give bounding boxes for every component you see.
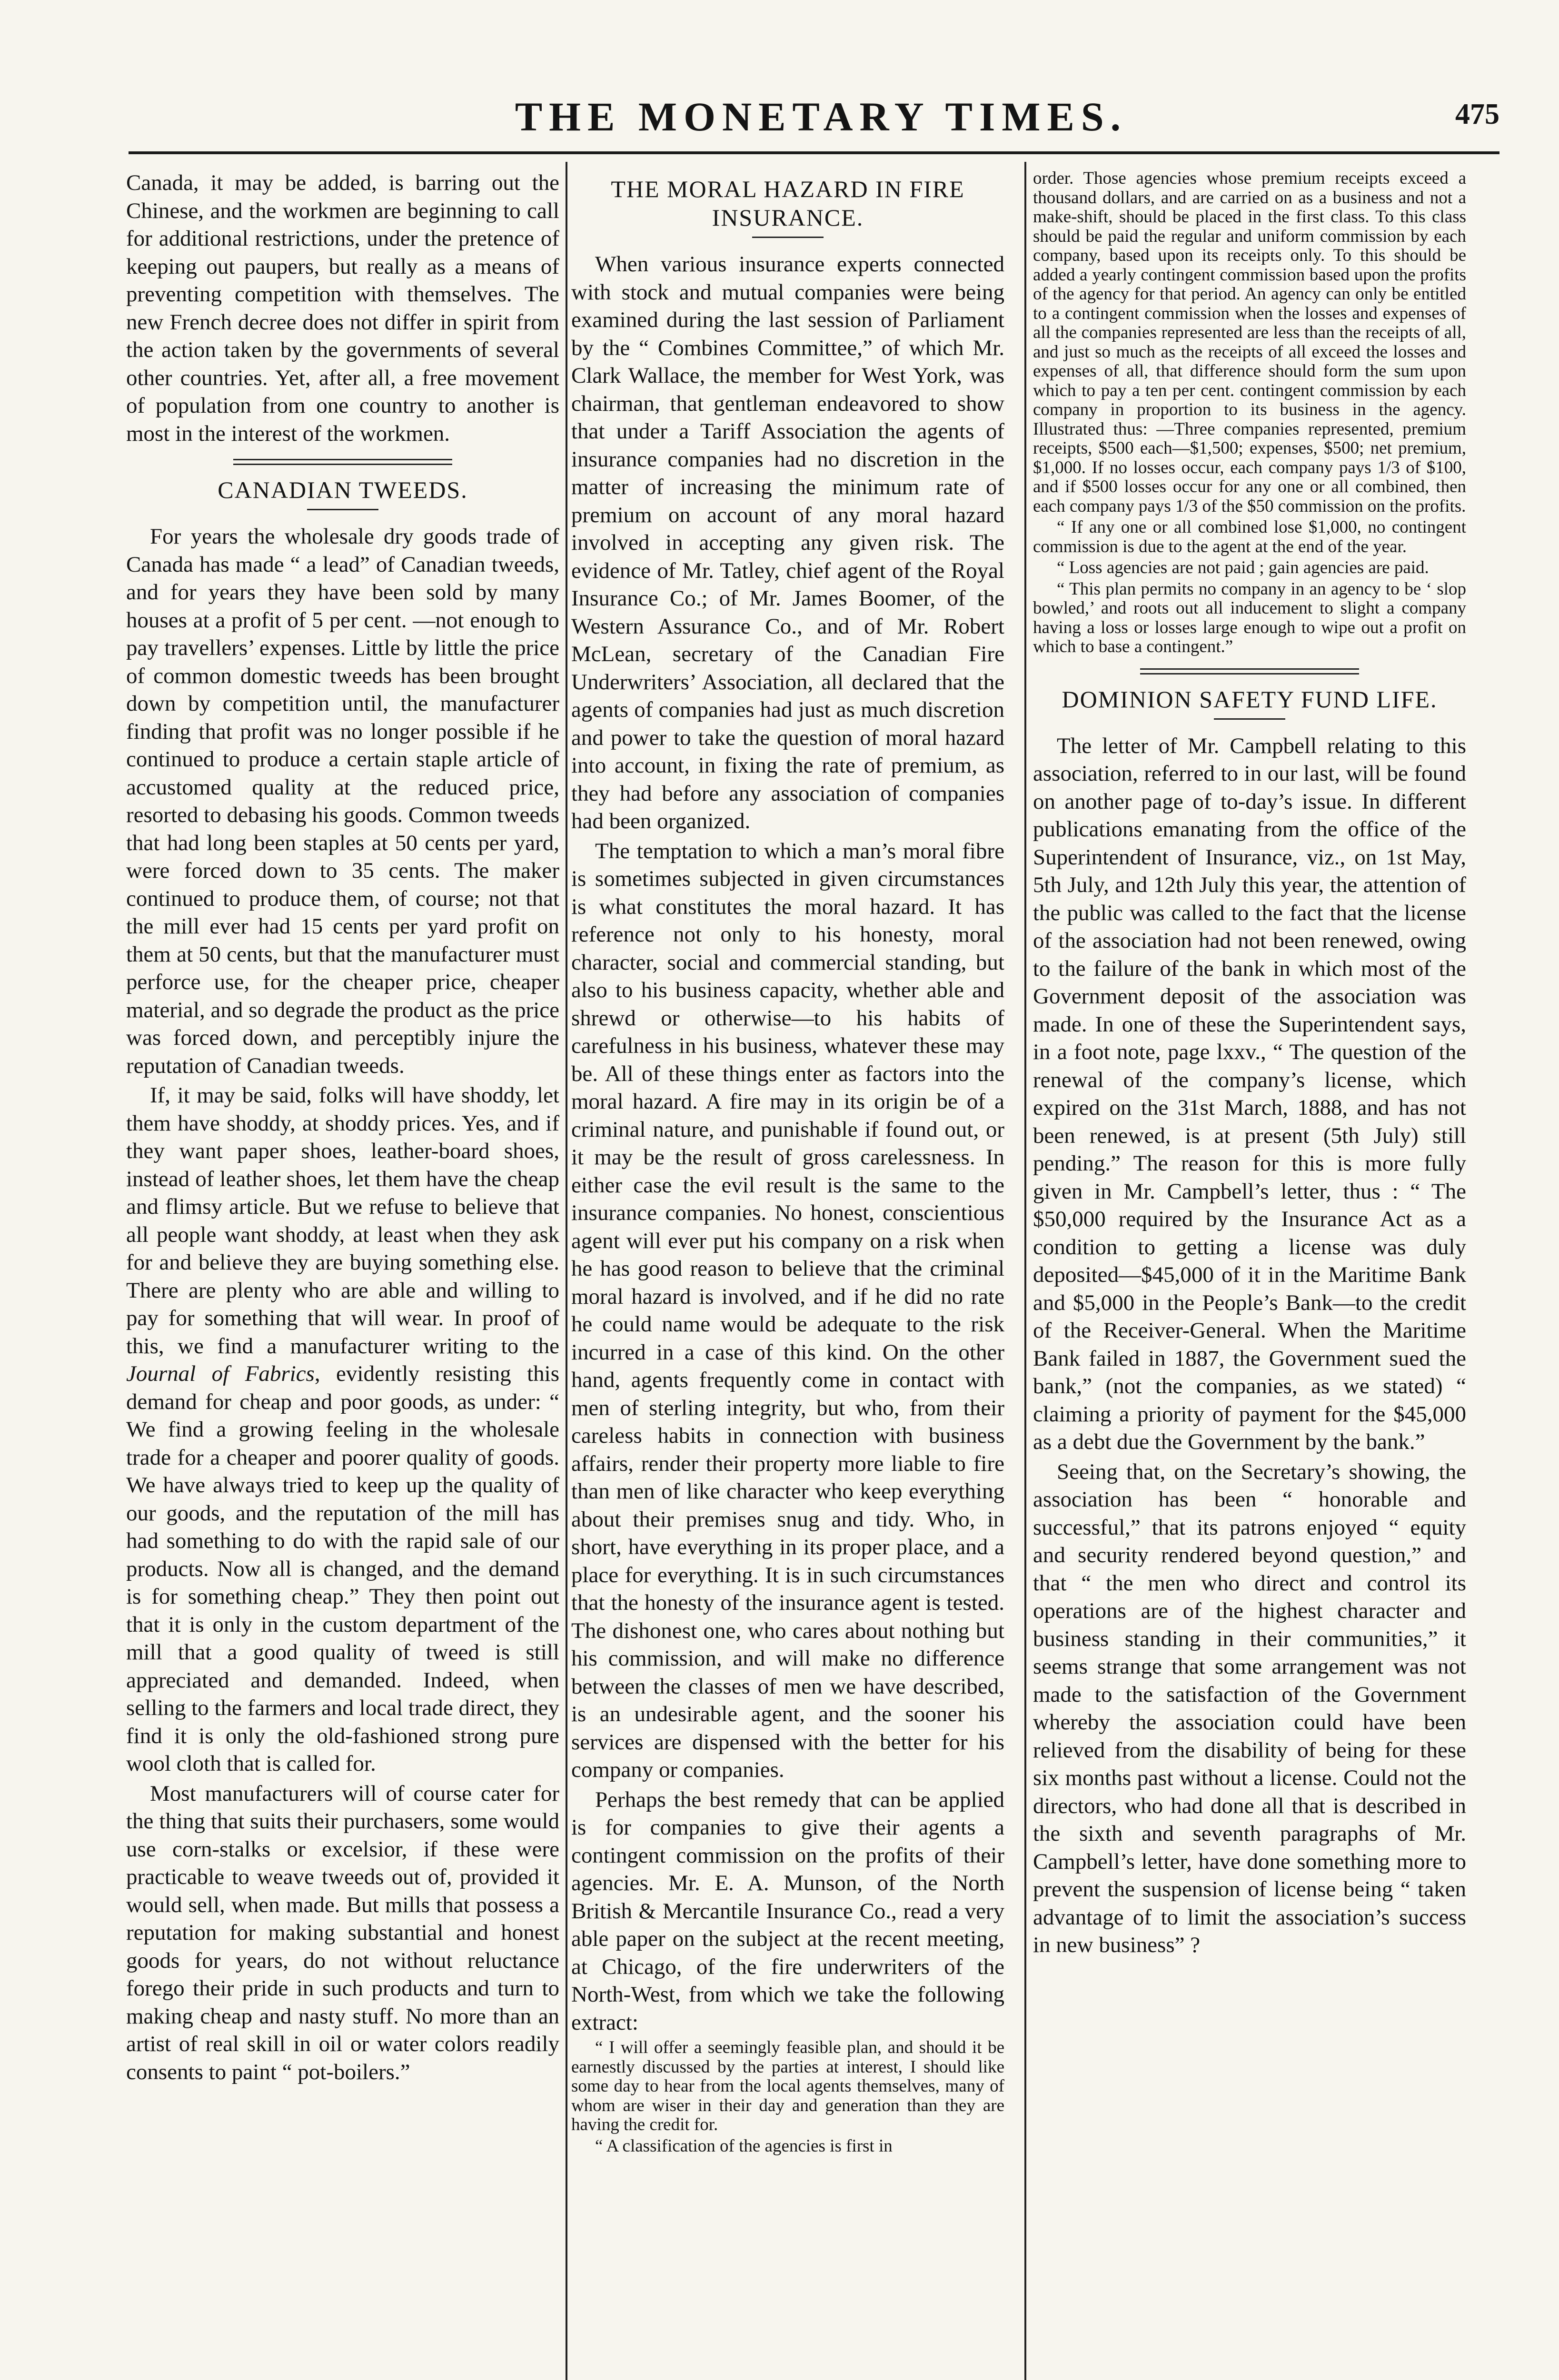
column-divider: [566, 162, 567, 2380]
column-right: [1033, 169, 1466, 2368]
article-heading-canadian-tweeds: CANADIAN TWEEDS.: [218, 476, 468, 503]
masthead: [143, 93, 1499, 145]
quoted-extract: “ A classification of the agencies is first in: [595, 2136, 893, 2156]
article-heading-moral-hazard: THE MORAL HAZARD IN FIRE INSURANCE.: [611, 176, 965, 231]
article-paragraph: Most manufacturers will of course cater for the thing that suits their purchasers, some would use corn-stalks or excelsior, if these were practicable to weave tweeds out of, provided it would sell, when made. But mills that possess a reputation for making substantial and honest goods for years, do not without reluctance forego their pride in such products and turn to making cheap and nasty stuff. No more than an artist of real skill in oil or water colors readily consents to paint “ pot-boilers.”: [126, 1781, 559, 2084]
article-continuation: Canada, it may be added, is barring out the Chinese, and the workmen are beginning to call for additional restrictions, under the pretence of keeping out paupers, but really as a means of preventing competition with themselves. The new French decree does not differ in spirit from the action taken by the governments of several other countries. Yet, after all, a free movement of population from one country to another is most in the interest of the workmen.: [126, 170, 559, 446]
quoted-extract: “ This plan permits no company in an agency to be ‘ slop bowled,’ and roots out all inducement to slight a company having a loss or losses large enough to wipe out a profit on which to base a contingent.”: [1033, 579, 1466, 656]
article-paragraph: For years the wholesale dry goods trade of Canada has made “ a lead” of Canadian tweeds, and for years they have been sold by many houses at a profit of 5 per cent. —not enough to pay travellers’ expenses. Little by little the price of common domestic tweeds has been brought down by competition until, the manufacturer finding that profit was no longer possible if he continued to produce a certain staple article of accustomed quality at the reduced price, resorted to debasing his goods. Common tweeds that had long been staples at 50 cents per yard, were forced down to 35 cents. The maker continued to produce them, of course; not that the mill ever had 15 cents per yard profit on them at 50 cents, but that the manufacturer must perforce use, for the cheaper price, cheaper material, and so degrade the product as the price was forced down, and perceptibly injure the reputation of Canadian tweeds.: [126, 524, 559, 1078]
quoted-extract: “ If any one or all combined lose $1,000, no contingent commission is due to the agent at the end of the year.: [1033, 517, 1466, 556]
paragraph-text: If, it may be said, folks will have shoddy, let them have shoddy, at shoddy prices. Yes, and if they want paper shoes, leather-board shoes, instead of leather shoes, let them have the cheap and flimsy article. But we refuse to believe that all people want shoddy, at least when they ask for and believe they are buying something else. There are plenty who are able and willing to pay for something that will wear. In proof of this, we find a manufacturer writing to the: [126, 1083, 559, 1359]
column-left: [126, 169, 559, 2368]
article-paragraph: [126, 1081, 559, 1778]
section-divider: [1140, 668, 1359, 674]
heading-rule: [307, 509, 378, 510]
column-middle: [571, 169, 1004, 2368]
article-paragraph: The temptation to which a man’s moral fibre is sometimes subjected in given circumstances is what constitutes the moral hazard. It has reference not only to his honesty, moral character, social and commercial standing, but also to his business capacity, whether able and shrewd or otherwise—to his habits of carefulness in his business, whatever these may be. All of these things enter as factors into the moral hazard. A fire may in its origin be of a criminal nature, and punishable if found out, or it may be the result of gross carelessness. In either case the evil result is the same to the insurance companies. No honest, conscientious agent will ever put his company on a risk when he has good reason to believe that the criminal moral hazard is involved, and if he did no rate he could name would be adequate to the risk incurred in a case of this kind. On the other hand, agents frequently come in contact with men of sterling integrity, but who, from their careless habits in connection with business affairs, render their property more liable to fire than men of like character who keep everything about their premises snug and tidy. Who, in short, have everything in its proper place, and a place for everything. It is in such circumstances that the honesty of the insurance agent is tested. The dishonest one, who cares about nothing but his commission, and will make no difference between the classes of men we have described, is an undesirable agent, and the sooner his services are dispensed with the better for his company or companies.: [571, 838, 1004, 1782]
publication-title: THE MONETARY TIMES.: [515, 94, 1128, 139]
article-paragraph: Perhaps the best remedy that can be applied is for companies to give their agents a contingent commission on the profits of their agencies. Mr. E. A. Munson, of the North British & Mercantile Insurance Co., read a very able paper on the subject at the recent meeting, at Chicago, of the fire underwriters of the North-West, from which we take the following extract:: [571, 1787, 1004, 2035]
column-divider: [1024, 162, 1026, 2380]
heading-rule: [752, 237, 824, 238]
heading-rule: [1214, 718, 1285, 720]
quoted-extract: “ I will offer a seemingly feasible plan, and should it be earnestly discussed by the parties at interest, I should like some day to hear from the local agents themselves, many of whom are wiser in their day and generation than they are having the credit for.: [571, 2038, 1004, 2134]
journal-title: Journal of Fabrics: [126, 1361, 315, 1386]
section-divider: [233, 459, 452, 465]
paragraph-text: , evidently resisting this demand for cheap and poor goods, as under: “ We find a growing feeling in the wholesale trade for a cheaper and poorer quality of goods. We have always tried to keep up the quality of our goods, and the reputation of the mill has had something to do with the rapid sale of our products. Now all is changed, and the demand is for something cheap.” They then point out that it is only in the custom department of the mill that a good quality of tweed is still appreciated and demanded. Indeed, when selling to the farmers and local trade direct, they find it is only the old-fashioned strong pure wool cloth that is called for.: [126, 1361, 559, 1776]
article-heading-dominion-safety: DOMINION SAFETY FUND LIFE.: [1062, 685, 1438, 713]
article-paragraph: When various insurance experts connected with stock and mutual companies were being examined during the last session of Parliament by the “ Combines Committee,” of which Mr. Clark Wallace, the member for West York, was chairman, that gentleman endeavored to show that under a Tariff Association the agents of insurance companies had no discretion in the matter of increasing the minimum rate of premium on account of any moral hazard involved in accepting any given risk. The evidence of Mr. Tatley, chief agent of the Royal Insurance Co.; of Mr. James Boomer, of the Western Assurance Co., and of Mr. Robert McLean, secretary of the Canadian Fire Underwriters’ Association, all declared that the agents of companies had just as much discretion and power to take the question of moral hazard into account, in fixing the rate of premium, as they had before any association of companies had been organized.: [571, 252, 1004, 833]
quoted-extract: “ Loss agencies are not paid ; gain agencies are paid.: [1057, 558, 1429, 577]
article-paragraph: The letter of Mr. Campbell relating to this association, referred to in our last, will be found on another page of to-day’s issue. In different publications emanating from the office of the Superintendent of Insurance, viz., on 1st May, 5th July, and 12th July this year, the attention of the public was called to the fact that the license of the association had not been renewed, owing to the failure of the bank in which most of the Government deposit of the association was made. In one of these the Superintendent says, in a foot note, page lxxv., “ The question of the renewal of the company’s license, which expired on the 31st March, 1888, and has not been renewed, is at present (5th July) still pending.” The reason for this is more fully given in Mr. Campbell’s letter, thus : “ The $50,000 required by the Insurance Act as a condition to getting a license was duly deposited—$45,000 of it in the Maritime Bank and $5,000 in the People’s Bank—to the credit of the Receiver-General. When the Maritime Bank failed in 1887, the Government sued the bank,” (not the companies, as we stated) “ claiming a priority of payment for the $45,000 as a debt due the Government by the bank.”: [1033, 733, 1466, 1454]
article-paragraph: Seeing that, on the Secretary’s showing, the association has been “ honorable and successful,” that its patrons enjoyed “ equity and security rendered beyond question,” and that “ the men who direct and control its operations are of the highest character and business standing in their communities,” it seems strange that some arrangement was not made to the satisfaction of the Government whereby the association could have been relieved from the disability of being for these six months past without a license. Could not the directors, who had done all that is described in the sixth and seventh paragraphs of Mr. Campbell’s letter, have done something more to prevent the suspension of license being “ taken advantage of to limit the association’s success in new business” ?: [1033, 1459, 1466, 1957]
page-number: 475: [1455, 98, 1499, 130]
quoted-extract: order. Those agencies whose premium receipts exceed a thousand dollars, and are carried on as a business and not a make-shift, should be placed in the first class. To this class should be paid the regular and uniform commission by each company, based upon its receipts only. To this should be added a yearly contingent commission based upon the profits of the agency for that period. An agency can only be entitled to a contingent commission when the losses and expenses of all the companies represented are less than the receipts of all, and just so much as the receipts of all exceed the losses and expenses of all, that difference should form the sum upon which to pay a ten per cent. contingent commission by each company in proportion to its business in the agency. Illustrated thus: —Three companies represented, premium receipts, $500 each—$1,500; expenses, $500; net premium, $1,000. If no losses occur, each company pays 1/3 of $100, and if $500 losses occur for any one or all combined, then each company pays 1/3 of the $50 commission on the profits.: [1033, 169, 1466, 516]
masthead-rule: [129, 151, 1499, 154]
